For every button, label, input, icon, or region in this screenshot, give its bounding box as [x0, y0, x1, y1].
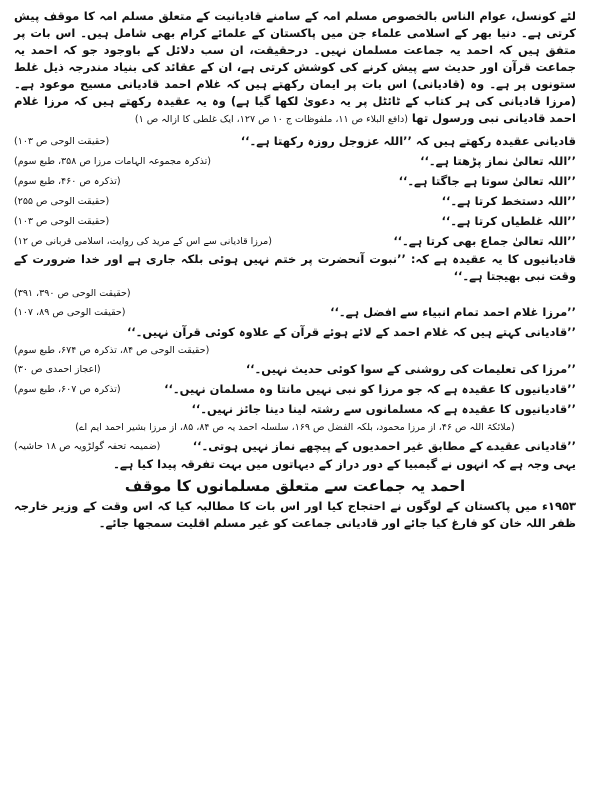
- quote-text: ’’اللہ تعالیٰ نماز پڑھتا ہے۔‘‘: [420, 153, 576, 168]
- intro-reference: (دافع البلاء ص ۱۱، ملفوظات ج ۱۰ ص ۱۲۷، ایک غلطی کا ازالہ ص ۱): [134, 114, 408, 125]
- marriage-reference: (ملائکۃ اللہ ص ۴۶، از مرزا محمود، بلکہ الفضل ص ۱۶۹، سلسلہ احمد یہ ص ۸۴، ۸۵، از مرزا بشیر احمد ایم اے): [75, 422, 515, 433]
- quote-text: ’’مرزا کی تعلیمات کی روشنی کے سوا کوئی حدیث نہیں۔‘‘: [245, 361, 576, 376]
- conclusion-paragraph: یہی وجہ ہے کہ انہوں نے گیمبیا کے دور دراز کے دیہاتوں میں بہت تفرقہ پیدا کیا ہے۔: [113, 457, 576, 471]
- nubuwwat-reference: (حقیقت الوحی ص ۳۹۰، ۳۹۱): [14, 288, 131, 299]
- quote-item: [14, 359, 576, 379]
- quote-text: ’’مرزا غلام احمد تمام انبیاء سے افضل ہے۔‘‘: [330, 304, 576, 319]
- quote-item: [14, 302, 576, 322]
- quote-reference: (حقیقت الوحی ص ۸۹، ۱۰۷): [14, 306, 126, 318]
- quote-item: [14, 211, 576, 231]
- quote-text: ’’قادیانی عقیدے کے مطابق غیر احمدیوں کے پیچھے نماز نہیں ہوتی۔‘‘: [192, 438, 576, 453]
- quote-text: قادیانی عقیدہ رکھتے ہیں کہ ’’اللہ عزوجل روزہ رکھتا ہے۔‘‘: [240, 133, 576, 148]
- quote-reference: (حقیقت الوحی ص ۲۵۵): [14, 195, 110, 207]
- quote-text: ’’قادیانی کہتے ہیں کہ غلام احمد کے لائے ہوئے قرآن کے علاوہ کوئی قرآن نہیں۔‘‘: [126, 324, 576, 339]
- section-heading: احمد یہ جماعت سے متعلق مسلمانوں کا موقف: [124, 477, 466, 495]
- quote-reference: (ضمیمہ تحفہ گولڑویہ ص ۱۸ حاشیہ): [14, 440, 161, 452]
- quote-item: [14, 191, 576, 211]
- quote-text: ’’اللہ غلطیاں کرتا ہے۔‘‘: [441, 213, 576, 228]
- quote-reference: (حقیقت الوحی ص ۱۰۳): [14, 135, 110, 147]
- quote-text: ’’اللہ تعالیٰ جماع بھی کرتا ہے۔‘‘: [393, 233, 576, 248]
- quote-reference: (تذکرہ ص ۴۶۰، طبع سوم): [14, 175, 121, 187]
- quote-item: [14, 322, 576, 342]
- quote-reference: (حقیقت الوحی ص ۱۰۳): [14, 215, 110, 227]
- nubuwwat-paragraph: [14, 251, 576, 285]
- quote-item: [14, 379, 576, 399]
- quote-item: [14, 399, 576, 419]
- quote-reference: (تذکرہ مجموعہ الہامات مرزا ص ۳۵۸، طبع سوم): [14, 155, 211, 167]
- quote-item: [14, 231, 576, 251]
- quote-reference: (مرزا قادیانی سے اس کے مرید کی روایت، اسلامی قربانی ص ۱۲): [14, 235, 272, 247]
- quote-reference: (تذکرہ ص ۶۰۷، طبع سوم): [14, 383, 121, 395]
- quote-text: ’’قادیانیوں کا عقیدہ ہے کہ جو مرزا کو نبی نہیں مانتا وہ مسلمان نہیں۔‘‘: [164, 381, 576, 396]
- quote-item: [14, 151, 576, 171]
- intro-paragraph: [14, 8, 576, 128]
- quote-item: [14, 131, 576, 151]
- quote-item: [14, 171, 576, 191]
- quote-reference: (اعجاز احمدی ص ۳۰): [14, 363, 101, 375]
- quote-text: ’’قادیانیوں کا عقیدہ ہے کہ مسلمانوں سے رشتہ لینا دینا جائز نہیں۔‘‘: [191, 401, 576, 416]
- quote-text: ’’اللہ تعالیٰ سوتا ہے جاگتا ہے۔‘‘: [398, 173, 576, 188]
- quote-text: ’’اللہ دستخط کرتا ہے۔‘‘: [441, 193, 576, 208]
- nubuwwat-text: قادیانیوں کا یہ عقیدہ ہے کہ: ’’نبوت آنحضرت پر ختم نہیں ہوئی بلکہ جاری ہے اور خدا ضرورت کے وقت نبی بھیجتا ہے۔‘‘: [14, 252, 576, 283]
- quran-reference: (حقیقت الوحی ص ۸۴، تذکرہ ص ۶۷۴، طبع سوم): [14, 345, 210, 356]
- quote-item: [14, 436, 576, 456]
- intro-text: لئے کونسل، عوام الناس بالخصوص مسلم امہ کے سامنے قادیانیت کے متعلق مسلم امہ کا موقف پیش کرتی ہے۔ دنیا بھر کے اسلامی علماء جن میں پاکستان کے علمائے کرام بھی شامل ہیں۔ اس بات پر متفق ہیں کہ احمد یہ جماعت مسلمان نہیں۔ درحقیقت، ان سب دلائل کے باوجود جو کہ احمد یہ جماعت قرآن اور حدیث سے پیش کرنے کی کوشش کرتی ہے، ان کے عقائد کی بنیاد مندرجہ ذیل غلط ستونوں پر ہے۔ وہ (قادیانی) اس بات پر ایمان رکھتے ہیں کہ غلام احمد قادیانی مسیح موعود ہے۔ (مرزا قادیانی کی ہر کتاب کے ٹائٹل پر یہ دعویٰ لکھا گیا ہے) وہ یہ عقیدہ رکھتے ہیں کہ مرزا غلام احمد قادیانی نبی ورسول تھا: [14, 9, 576, 125]
- section-body: ۱۹۵۳ء میں پاکستان کے لوگوں نے احتجاج کیا اور اس بات کا مطالبہ کیا کہ اس وقت کے وزیر خارجہ ظفر اللہ خان کو فارغ کیا جائے اور قادیانی جماعت کو غیر مسلم اقلیت سمجھا جائے۔: [14, 499, 576, 530]
